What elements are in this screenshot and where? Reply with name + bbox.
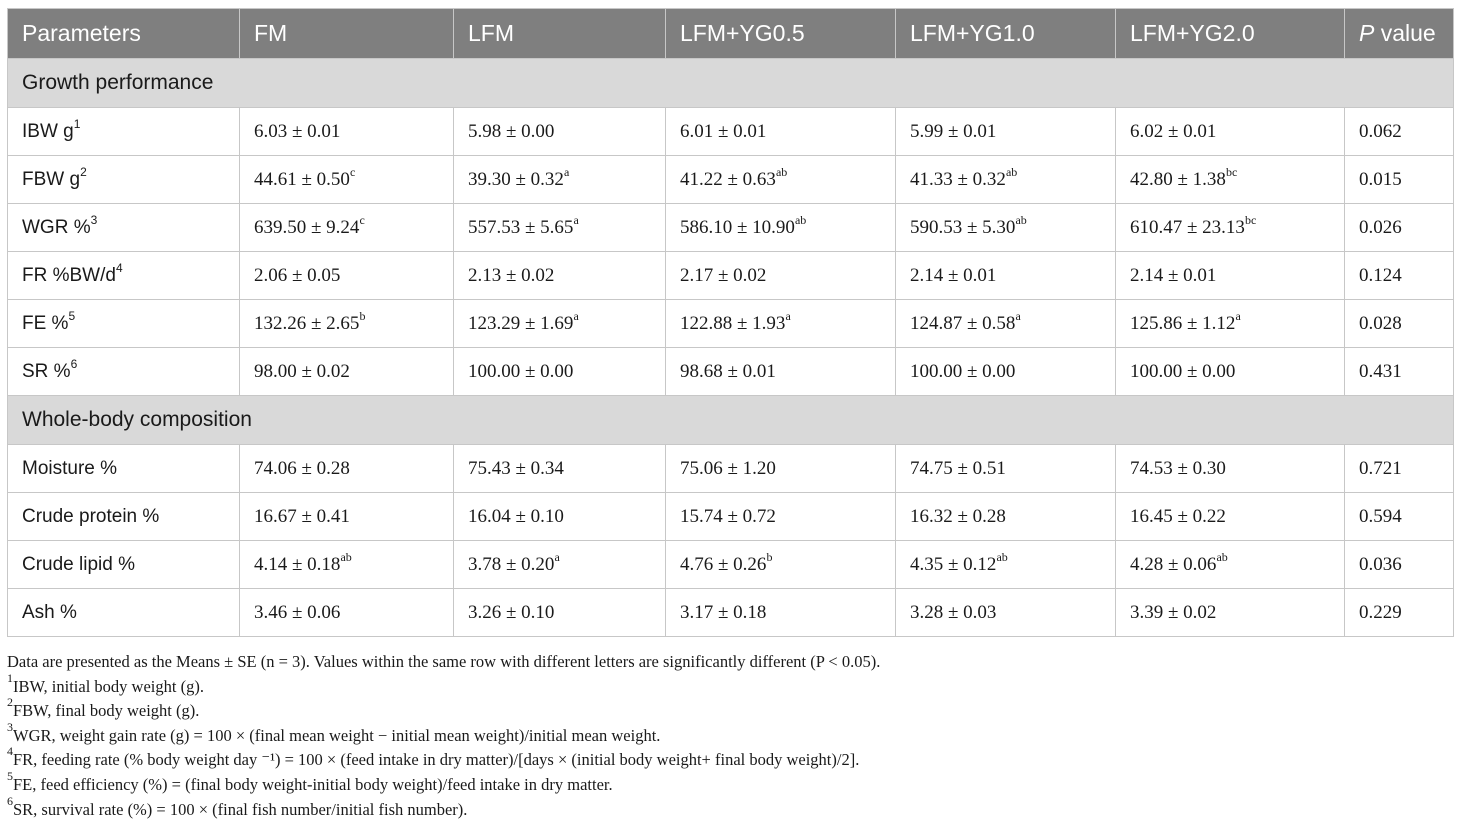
table-row	[8, 541, 1454, 589]
parameter-cell	[8, 204, 240, 252]
parameter-cell	[8, 493, 240, 541]
value-cell	[240, 156, 454, 204]
mean-se-value: 122.88 ± 1.93	[680, 312, 786, 334]
mean-se-value: 100.00 ± 0.00	[910, 360, 1016, 382]
significance-letter: a	[1015, 308, 1021, 323]
significance-letter: a	[1235, 308, 1241, 323]
significance-letter: c	[359, 212, 365, 227]
value-cell	[666, 204, 896, 252]
value-cell	[666, 493, 896, 541]
mean-se-value: 3.46 ± 0.06	[254, 601, 341, 623]
value-cell	[1116, 348, 1345, 396]
mean-se-value: 15.74 ± 0.72	[680, 505, 776, 527]
mean-se-value: 6.02 ± 0.01	[1130, 120, 1217, 142]
value-cell	[240, 445, 454, 493]
parameter-cell	[8, 589, 240, 637]
footnote	[7, 768, 880, 798]
footnote-text: FR, feeding rate (% body weight day ⁻¹) = 100 × (feed intake in dry matter)/[days × (initial body weight+ final body weight)/2].	[13, 750, 860, 770]
value-cell	[896, 493, 1116, 541]
value-cell	[666, 252, 896, 300]
table-row	[8, 300, 1454, 348]
value-cell	[454, 108, 666, 156]
value-cell	[240, 204, 454, 252]
value-cell	[454, 445, 666, 493]
footnote-text: SR, survival rate (%) = 100 × (final fish number/initial fish number).	[13, 799, 468, 819]
mean-se-value: 98.68 ± 0.01	[680, 360, 776, 382]
value-cell	[240, 348, 454, 396]
value-cell	[1116, 252, 1345, 300]
mean-se-value: 74.06 ± 0.28	[254, 457, 350, 479]
mean-se-value: 100.00 ± 0.00	[468, 360, 574, 382]
mean-se-value: 3.17 ± 0.18	[680, 601, 767, 623]
value-cell	[1116, 156, 1345, 204]
parameter-label: IBW g	[22, 120, 74, 142]
header-p-label: value	[1380, 20, 1436, 46]
footnote-marker: 5	[68, 308, 76, 323]
value-cell	[240, 589, 454, 637]
parameter-label: FR %BW/d	[22, 264, 116, 286]
mean-se-value: 2.14 ± 0.01	[1130, 264, 1217, 286]
mean-se-value: 123.29 ± 1.69	[468, 312, 574, 334]
parameter-cell	[8, 108, 240, 156]
footnote-number: 5	[7, 768, 13, 783]
mean-se-value: 5.99 ± 0.01	[910, 120, 997, 142]
footnote	[7, 744, 880, 773]
mean-se-value: 6.01 ± 0.01	[680, 120, 767, 142]
parameter-cell	[8, 156, 240, 204]
table-notes	[7, 650, 880, 822]
mean-se-value: 124.87 ± 0.58	[910, 312, 1016, 334]
table-row	[8, 589, 1454, 637]
mean-se-value: 132.26 ± 2.65	[254, 312, 360, 334]
value-cell	[666, 445, 896, 493]
header-p-italic: P	[1359, 20, 1375, 46]
footnote	[7, 670, 880, 700]
significance-letter: a	[554, 549, 560, 564]
value-cell	[1116, 541, 1345, 589]
table-row	[8, 493, 1454, 541]
value-cell	[896, 445, 1116, 493]
p-value-cell: 0.721	[1345, 445, 1454, 493]
value-cell	[666, 348, 896, 396]
header-lfm: LFM	[454, 9, 666, 59]
parameter-cell	[8, 300, 240, 348]
significance-letter: ab	[996, 549, 1008, 564]
table-row	[8, 348, 1454, 396]
value-cell	[896, 541, 1116, 589]
p-value-cell: 0.036	[1345, 541, 1454, 589]
mean-se-value: 16.04 ± 0.10	[468, 505, 564, 527]
significance-letter: a	[573, 212, 579, 227]
footnote-text: FE, feed efficiency (%) = (final body weight-initial body weight)/feed intake in dry matter.	[13, 774, 613, 794]
significance-letter: a	[785, 308, 791, 323]
value-cell	[240, 108, 454, 156]
mean-se-value: 16.67 ± 0.41	[254, 505, 350, 527]
significance-letter: ab	[340, 549, 352, 564]
significance-letter: ab	[1005, 164, 1018, 179]
value-cell	[896, 156, 1116, 204]
p-value-cell: 0.594	[1345, 493, 1454, 541]
value-cell	[896, 589, 1116, 637]
mean-se-value: 44.61 ± 0.50	[254, 168, 350, 190]
header-lfm-yg20: LFM+YG2.0	[1116, 9, 1345, 59]
significance-letter: a	[563, 164, 570, 179]
footnote-text: FBW, final body weight (g).	[13, 701, 200, 721]
mean-se-value: 74.75 ± 0.51	[910, 457, 1006, 479]
parameter-label: SR %	[22, 360, 71, 382]
footnote-number: 2	[7, 695, 13, 710]
footnote	[7, 719, 880, 749]
significance-letter: ab	[1015, 212, 1027, 227]
parameter-cell	[8, 348, 240, 396]
mean-se-value: 4.14 ± 0.18	[254, 553, 341, 575]
p-value-cell: 0.026	[1345, 204, 1454, 252]
header-p-value	[1345, 9, 1454, 59]
table-row	[8, 108, 1454, 156]
mean-se-value: 75.06 ± 1.20	[680, 457, 776, 479]
value-cell	[240, 493, 454, 541]
parameter-label: WGR %	[22, 216, 91, 238]
table-row	[8, 156, 1454, 204]
mean-se-value: 4.76 ± 0.26	[680, 553, 767, 575]
parameter-cell	[8, 541, 240, 589]
value-cell	[1116, 589, 1345, 637]
mean-se-value: 2.17 ± 0.02	[680, 264, 767, 286]
value-cell	[454, 252, 666, 300]
value-cell	[896, 300, 1116, 348]
mean-se-value: 125.86 ± 1.12	[1130, 312, 1236, 334]
value-cell	[666, 108, 896, 156]
significance-letter: ab	[794, 212, 807, 227]
value-cell	[666, 589, 896, 637]
value-cell	[896, 204, 1116, 252]
p-value-cell: 0.431	[1345, 348, 1454, 396]
significance-letter: b	[359, 308, 366, 323]
mean-se-value: 39.30 ± 0.32	[468, 168, 564, 190]
value-cell	[896, 252, 1116, 300]
p-value-cell: 0.229	[1345, 589, 1454, 637]
mean-se-value: 3.28 ± 0.03	[910, 601, 997, 623]
footnote-marker: 4	[115, 260, 123, 275]
footnote-marker: 2	[80, 164, 87, 179]
significance-letter: ab	[1216, 549, 1228, 564]
mean-se-value: 4.35 ± 0.12	[910, 553, 997, 575]
footnote-number: 4	[7, 744, 13, 759]
mean-se-value: 2.06 ± 0.05	[254, 264, 341, 286]
value-cell	[666, 156, 896, 204]
header-row	[8, 9, 1454, 59]
section-title: Growth performance	[8, 59, 1454, 108]
value-cell	[454, 348, 666, 396]
value-cell	[454, 493, 666, 541]
footnote	[7, 793, 880, 823]
parameter-label: Moisture %	[22, 457, 118, 479]
mean-se-value: 5.98 ± 0.00	[468, 120, 555, 142]
p-value-cell: 0.124	[1345, 252, 1454, 300]
parameter-cell	[8, 252, 240, 300]
table-row	[8, 252, 1454, 300]
value-cell	[1116, 204, 1345, 252]
value-cell	[896, 348, 1116, 396]
section-title: Whole-body composition	[8, 396, 1454, 445]
parameter-cell	[8, 445, 240, 493]
mean-se-value: 75.43 ± 0.34	[468, 457, 564, 479]
footnote-marker: 3	[90, 212, 98, 227]
mean-se-value: 16.32 ± 0.28	[910, 505, 1006, 527]
value-cell	[666, 300, 896, 348]
value-cell	[454, 156, 666, 204]
footnote-marker: 6	[70, 356, 78, 371]
significance-letter: a	[573, 308, 579, 323]
mean-se-value: 610.47 ± 23.13	[1130, 216, 1245, 238]
footnote-number: 6	[7, 793, 13, 808]
value-cell	[666, 541, 896, 589]
table-row	[8, 204, 1454, 252]
parameter-label: Crude lipid %	[22, 553, 135, 575]
table-row	[8, 445, 1454, 493]
mean-se-value: 74.53 ± 0.30	[1130, 457, 1226, 479]
footnote	[7, 695, 880, 724]
mean-se-value: 3.39 ± 0.02	[1130, 601, 1217, 623]
value-cell	[1116, 300, 1345, 348]
footnote-number: 3	[7, 719, 13, 734]
value-cell	[454, 204, 666, 252]
mean-se-value: 3.26 ± 0.10	[468, 601, 555, 623]
significance-letter: ab	[775, 164, 788, 179]
header-fm: FM	[240, 9, 454, 59]
mean-se-value: 2.14 ± 0.01	[910, 264, 997, 286]
header-lfm-yg10: LFM+YG1.0	[896, 9, 1116, 59]
value-cell	[1116, 108, 1345, 156]
header-parameters: Parameters	[8, 9, 240, 59]
mean-se-value: 3.78 ± 0.20	[468, 553, 555, 575]
results-table	[7, 8, 1454, 637]
parameter-label: Crude protein %	[22, 505, 160, 527]
table-container	[7, 8, 1453, 637]
mean-se-value: 41.22 ± 0.63	[680, 168, 776, 190]
parameter-label: Ash %	[22, 601, 77, 623]
parameter-label: FBW g	[22, 168, 81, 190]
mean-se-value: 6.03 ± 0.01	[254, 120, 341, 142]
mean-se-value: 42.80 ± 1.38	[1130, 168, 1226, 190]
parameter-label: FE %	[22, 312, 69, 334]
value-cell	[1116, 493, 1345, 541]
notes-intro: Data are presented as the Means ± SE (n = 3). Values within the same row with different letters are significantly different (P < 0.05).	[7, 652, 881, 671]
mean-se-value: 4.28 ± 0.06	[1130, 553, 1217, 575]
section-row	[8, 396, 1454, 445]
mean-se-value: 2.13 ± 0.02	[468, 264, 555, 286]
mean-se-value: 586.10 ± 10.90	[680, 216, 795, 238]
significance-letter: c	[349, 164, 356, 179]
p-value-cell: 0.028	[1345, 300, 1454, 348]
footnote-text: IBW, initial body weight (g).	[13, 676, 204, 696]
significance-letter: bc	[1225, 164, 1238, 179]
header-lfm-yg05: LFM+YG0.5	[666, 9, 896, 59]
mean-se-value: 16.45 ± 0.22	[1130, 505, 1226, 527]
footnote-number: 1	[7, 670, 13, 685]
mean-se-value: 98.00 ± 0.02	[254, 360, 350, 382]
value-cell	[896, 108, 1116, 156]
footnote-text: WGR, weight gain rate (g) = 100 × (final mean weight − initial mean weight)/initial mean weight.	[13, 725, 661, 745]
mean-se-value: 100.00 ± 0.00	[1130, 360, 1236, 382]
footnote-marker: 1	[73, 116, 81, 131]
p-value-cell: 0.062	[1345, 108, 1454, 156]
table-body	[8, 59, 1454, 637]
section-row	[8, 59, 1454, 108]
p-value-cell: 0.015	[1345, 156, 1454, 204]
value-cell	[240, 541, 454, 589]
mean-se-value: 41.33 ± 0.32	[910, 168, 1006, 190]
mean-se-value: 639.50 ± 9.24	[254, 216, 360, 238]
value-cell	[1116, 445, 1345, 493]
significance-letter: bc	[1244, 212, 1257, 227]
value-cell	[454, 589, 666, 637]
value-cell	[454, 300, 666, 348]
value-cell	[240, 252, 454, 300]
mean-se-value: 590.53 ± 5.30	[910, 216, 1016, 238]
mean-se-value: 557.53 ± 5.65	[468, 216, 574, 238]
significance-letter: b	[766, 549, 773, 564]
value-cell	[240, 300, 454, 348]
footnotes-list	[7, 670, 880, 823]
value-cell	[454, 541, 666, 589]
